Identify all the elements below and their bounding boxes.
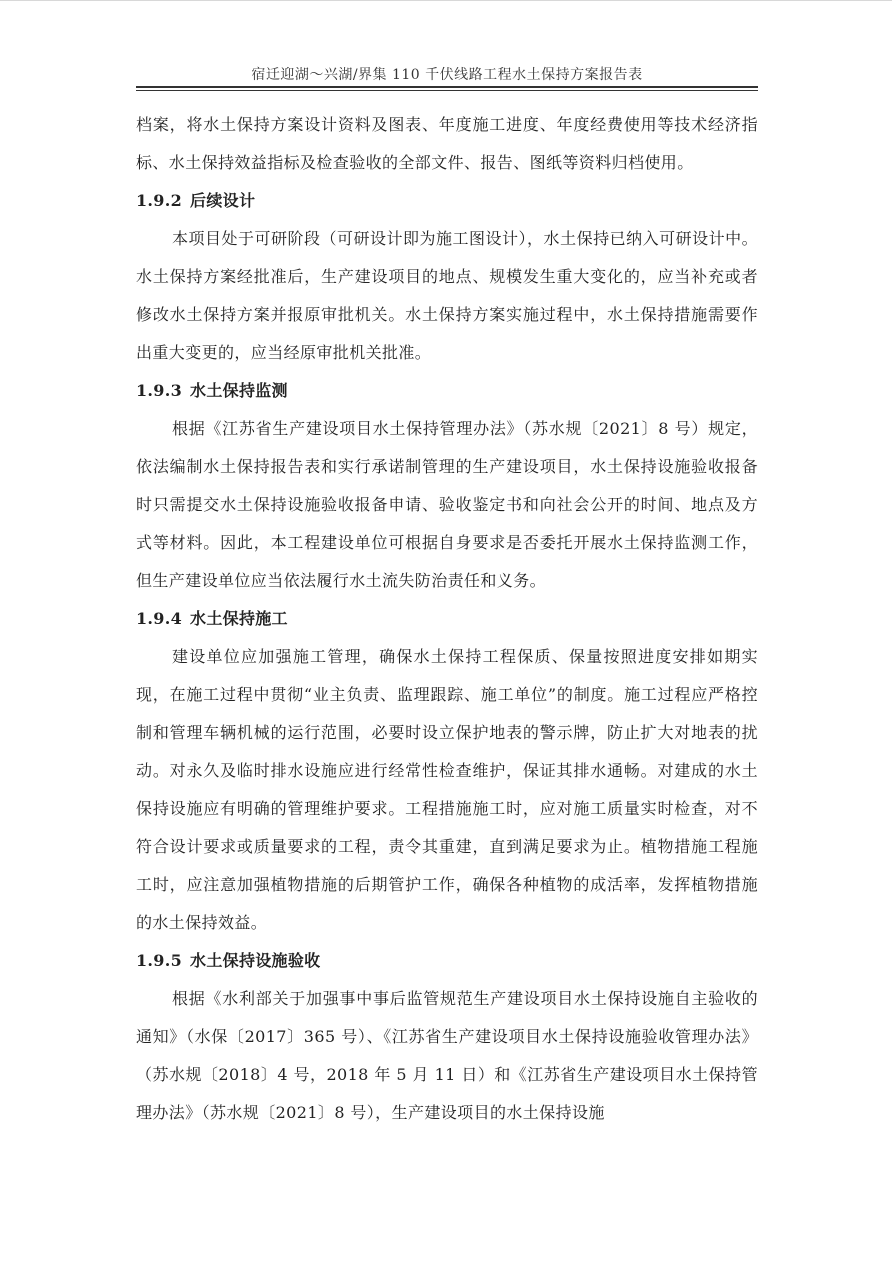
header-rule-thick [136,86,758,88]
section-heading-1-9-5 [136,942,758,980]
section-paragraph-1-9-2: 本项目处于可研阶段（可研设计即为施工图设计），水土保持已纳入可研设计中。水土保持方案经批准后，生产建设项目的地点、规模发生重大变化的，应当补充或者修改水土保持方案并报原审批机关。水土保持方案实施过程中，水土保持措施需要作出重大变更的，应当经原审批机关批准。 [136,229,758,362]
page-top-edge [0,0,892,1]
section-title: 水土保持设施验收 [190,951,321,970]
section-heading-1-9-3 [136,372,758,410]
document-body [136,106,758,1132]
section-title: 水土保持监测 [190,381,288,400]
section-number: 1.9.5 [136,951,183,970]
header-rule-thin [136,90,758,91]
section-title: 后续设计 [190,191,256,210]
section-number: 1.9.3 [136,381,183,400]
section-number: 1.9.4 [136,609,183,628]
section-number: 1.9.2 [136,191,183,210]
continued-paragraph: 档案，将水土保持方案设计资料及图表、年度施工进度、年度经费使用等技术经济指标、水土保持效益指标及检查验收的全部文件、报告、图纸等资料归档使用。 [136,115,758,172]
section-title: 水土保持施工 [190,609,288,628]
running-header: 宿迁迎湖～兴湖/界集 110 千伏线路工程水土保持方案报告表 [251,67,643,83]
section-heading-1-9-2 [136,182,758,220]
section-paragraph-1-9-4: 建设单位应加强施工管理，确保水土保持工程保质、保量按照进度安排如期实现，在施工过程中贯彻“业主负责、监理跟踪、施工单位”的制度。施工过程应严格控制和管理车辆机械的运行范围，必要时设立保护地表的警示牌，防止扩大对地表的扰动。对永久及临时排水设施应进行经常性检查维护，保证其排水通畅。对建成的水土保持设施应有明确的管理维护要求。工程措施施工时，应对施工质量实时检查，对不符合设计要求或质量要求的工程，责令其重建，直到满足要求为止。植物措施工程施工时，应注意加强植物措施的后期管护工作，确保各种植物的成活率，发挥植物措施的水土保持效益。 [136,647,758,932]
section-paragraph-1-9-5: 根据《水利部关于加强事中事后监管规范生产建设项目水土保持设施自主验收的通知》（水保〔2017〕365 号）、《江苏省生产建设项目水土保持设施验收管理办法》（苏水规〔2018〕4 号，2018 年 5 月 11 日）和《江苏省生产建设项目水土保持管理办法》（苏水规〔2021〕8 号），生产建设项目的水土保持设施 [136,989,758,1122]
section-paragraph-1-9-3: 根据《江苏省生产建设项目水土保持管理办法》（苏水规〔2021〕8 号）规定，依法编制水土保持报告表和实行承诺制管理的生产建设项目，水土保持设施验收报备时只需提交水土保持设施验收报备申请、验收鉴定书和向社会公开的时间、地点及方式等材料。因此，本工程建设单位可根据自身要求是否委托开展水土保持监测工作，但生产建设单位应当依法履行水土流失防治责任和义务。 [136,419,758,590]
section-heading-1-9-4 [136,600,758,638]
